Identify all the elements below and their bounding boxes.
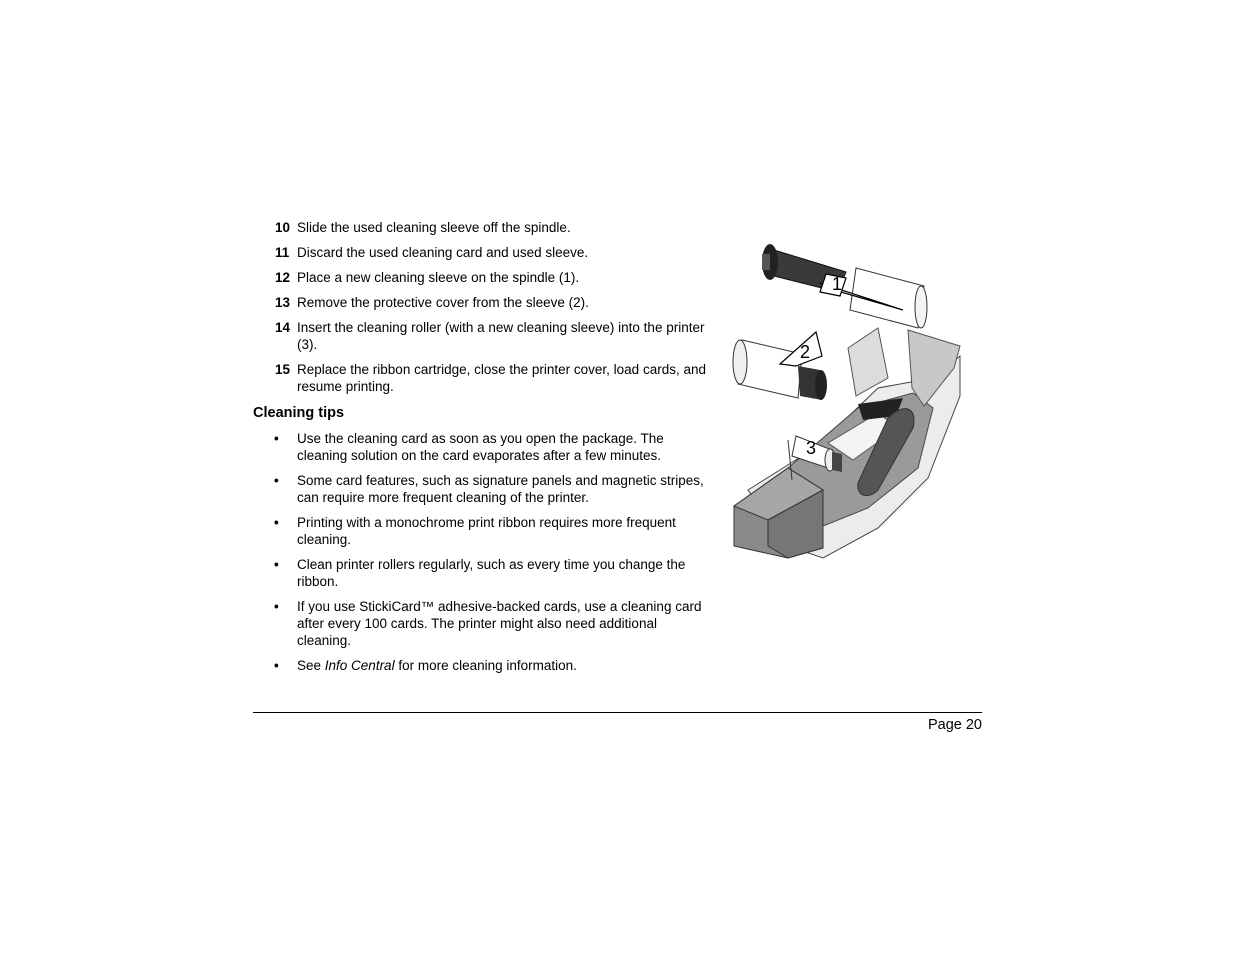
step-text: Place a new cleaning sleeve on the spindle (1). [297,270,580,285]
tip-text-suffix: for more cleaning information. [394,658,577,673]
tip-item [253,556,713,590]
bullet-icon: • [274,431,279,446]
step-item [253,244,713,261]
bullet-icon: • [274,658,279,673]
step-item [253,361,713,395]
spindle-with-sleeve [762,244,927,328]
bullet-icon: • [274,557,279,572]
step-text: Insert the cleaning roller (with a new cleaning sleeve) into the printer (3). [297,320,705,352]
callout-2: 2 [800,342,811,362]
step-item [253,294,713,311]
step-number: 11 [275,245,290,260]
bullet-icon: • [274,473,279,488]
tip-text: Use the cleaning card as soon as you open the package. The cleaning solution on the card evaporates after a few minutes. [297,431,664,463]
sleeve-protective-cover [733,332,827,400]
info-central-reference: Info Central [324,658,395,673]
bullet-icon: • [274,599,279,614]
page-number: Page 20 [927,717,982,733]
tip-item [253,472,713,506]
step-text: Discard the used cleaning card and used sleeve. [297,245,589,260]
tip-item [253,598,713,649]
tip-text: Some card features, such as signature panels and magnetic stripes, can require more frequent cleaning of the printer. [297,473,704,505]
tip-item [253,657,713,674]
step-item [253,269,713,286]
step-item [253,219,713,236]
tip-item [253,430,713,464]
step-text: Replace the ribbon cartridge, close the printer cover, load cards, and resume printing. [297,362,706,394]
section-heading: Cleaning tips [253,405,345,421]
tip-text: Printing with a monochrome print ribbon requires more frequent cleaning. [297,515,676,547]
step-number: 12 [275,270,291,285]
step-number: 14 [275,320,291,335]
tip-item [253,514,713,548]
step-text: Remove the protective cover from the sleeve (2). [297,295,589,310]
step-item [253,319,713,353]
tip-text: Clean printer rollers regularly, such as every time you change the ribbon. [297,557,686,589]
step-number: 10 [275,220,291,235]
footer-rule [253,712,982,713]
printer-cleaning-illustration [728,228,968,563]
tip-text-prefix: See [297,658,325,673]
step-text: Slide the used cleaning sleeve off the spindle. [297,220,571,235]
callout-1: 1 [832,274,843,294]
cleaning-tips-list [253,430,713,682]
step-number: 13 [275,295,291,310]
callout-3: 3 [806,438,817,458]
tip-text: If you use StickiCard™ adhesive-backed cards, use a cleaning card after every 100 cards. The printer might also need additional cleaning. [297,599,702,648]
step-number: 15 [275,362,291,377]
bullet-icon: • [274,515,279,530]
cleaning-steps-list [253,219,713,403]
